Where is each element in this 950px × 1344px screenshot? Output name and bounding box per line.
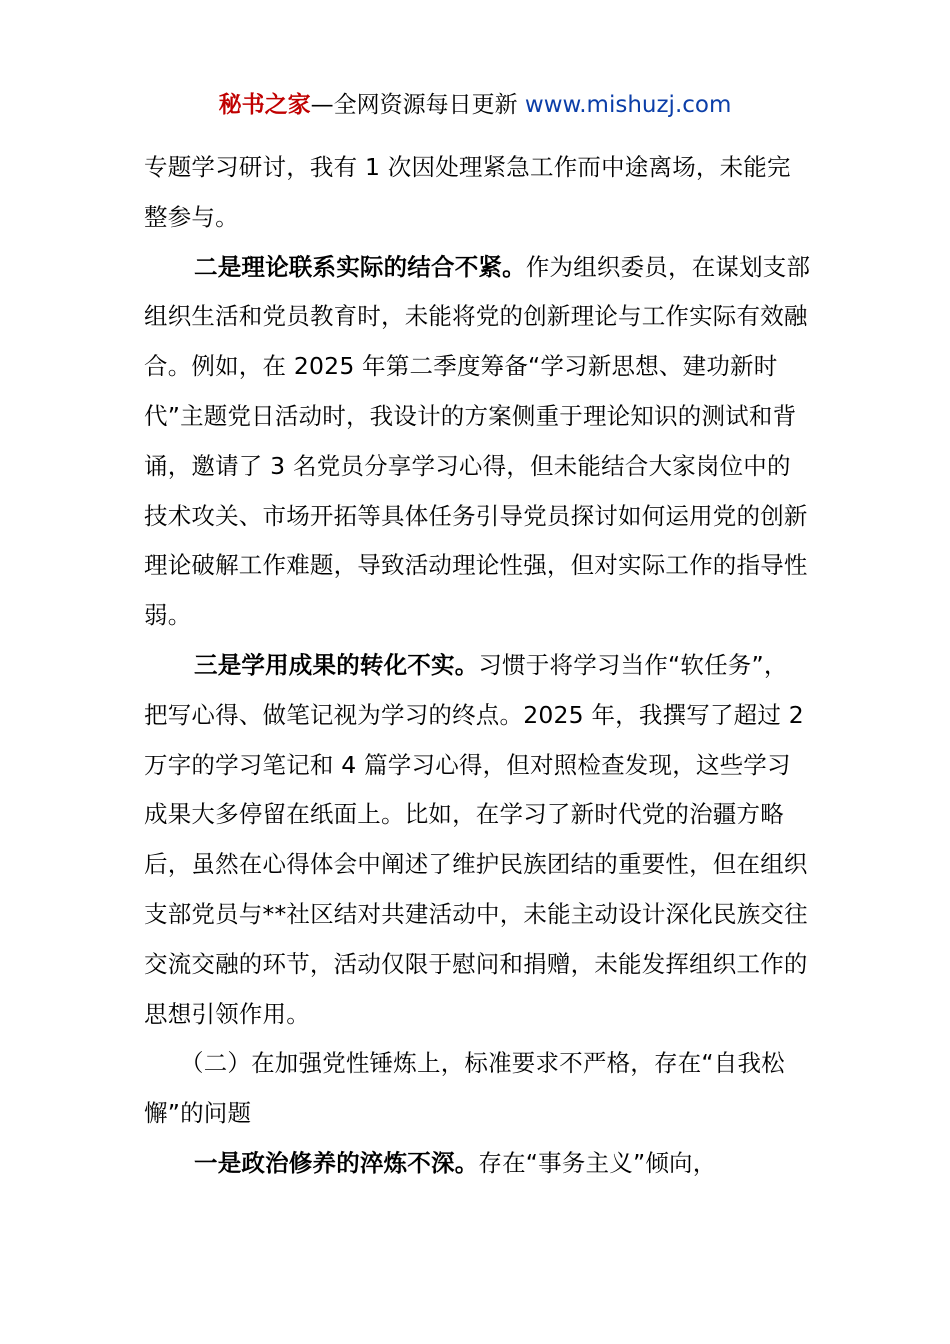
header-brand: 秘书之家 — [218, 92, 311, 118]
paragraph-text: 习惯于将学习当作“软任务”，把写心得、做笔记视为学习的终点。2025 年，我撰写了超过 2 万字的学习笔记和 4 篇学习心得，但对照检查发现，这些学习成果大多停留在纸面上。比如，在学习了新时代党的治疆方略后，虽然在心得体会中阐述了维护民族团结的重要性，但在组织支部党员与**社区结对共建活动中，未能主动设计深化民族交往交流交融的环节，活动仅限于慰问和捐赠，未能发挥组织工作的思想引领作用。 — [144, 650, 808, 1028]
paragraph-text: 作为组织委员，在谋划支部组织生活和党员教育时，未能将党的创新理论与工作实际有效融合。例如，在 2025 年第二季度筹备“学习新思想、建功新时代”主题党日活动时，我设计的方案侧重于理论知识的测试和背诵，邀请了 3 名党员分享学习心得，但未能结合大家岗位中的技术攻关、市场开拓等具体任务引导党员探讨如何运用党的创新理论破解工作难题，导致活动理论性强，但对实际工作的指导性弱。 — [144, 252, 811, 630]
section-heading-text: （二）在加强党性锤炼上，标准要求不严格，存在“自我松懈”的问题 — [144, 1049, 785, 1128]
paragraph-heading: 一是政治修养的淬炼不深。 — [194, 1148, 479, 1177]
paragraph-text: 专题学习研讨，我有 1 次因处理紧急工作而中途离场，未能完整参与。 — [144, 153, 791, 231]
paragraph-point-two — [144, 243, 811, 641]
header-slogan: —全网资源每日更新 — [310, 92, 525, 118]
paragraph-point-one — [144, 1139, 811, 1189]
paragraph-heading: 二是理论联系实际的结合不紧。 — [194, 252, 526, 281]
document-body — [144, 143, 811, 1189]
paragraph-text: 存在“事务主义”倾向， — [478, 1148, 717, 1177]
paragraph-point-three — [144, 641, 811, 1039]
paragraph-continuation — [144, 143, 811, 243]
paragraph-heading: 三是学用成果的转化不实。 — [194, 650, 479, 679]
header-site-link[interactable]: www.mishuzj.com — [524, 92, 732, 118]
page-header — [0, 89, 950, 121]
section-heading-two — [144, 1039, 811, 1139]
